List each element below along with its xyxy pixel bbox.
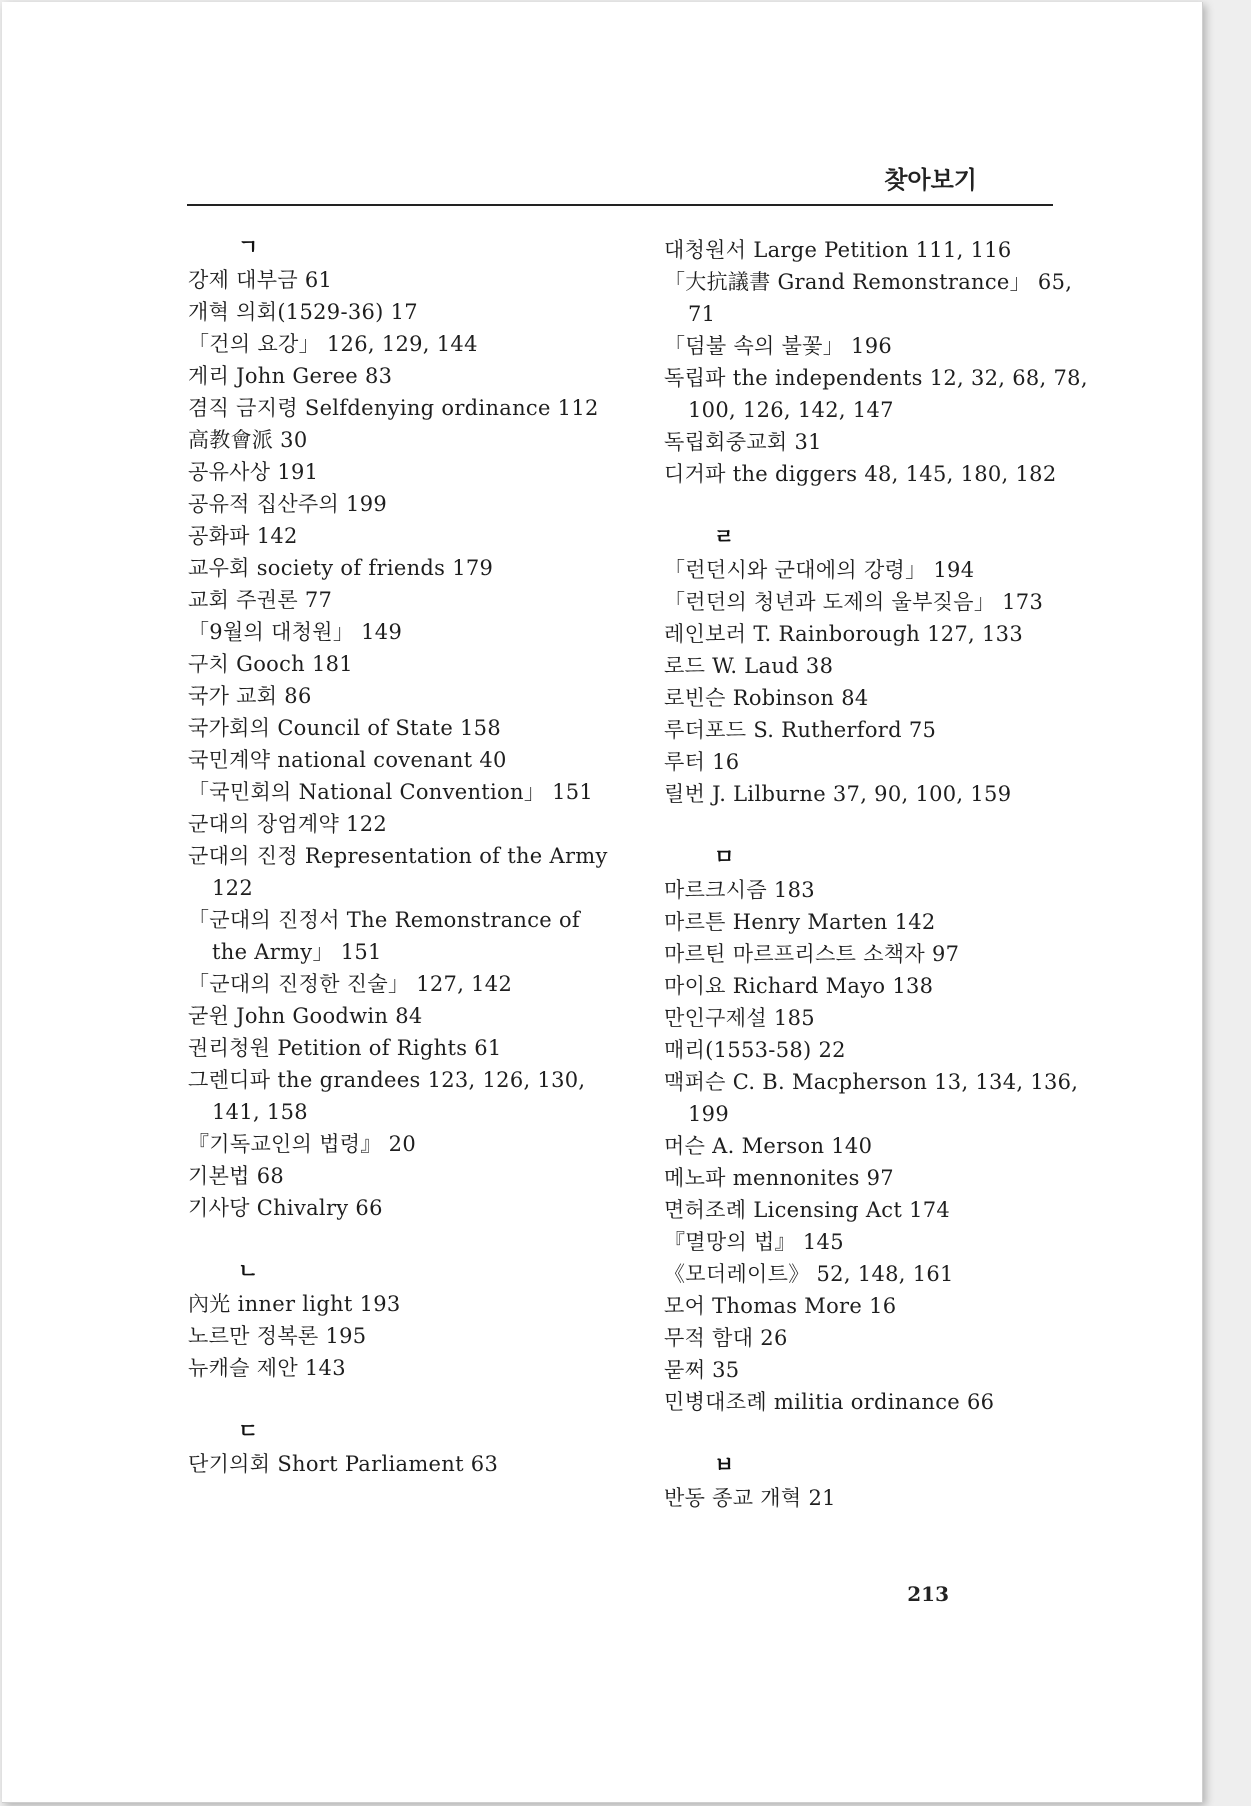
index-entry: 독립회중교회 31 [664, 430, 822, 454]
index-entry: 권리청원 Petition of Rights 61 [188, 1036, 502, 1060]
index-letter-heading: ㄱ [238, 234, 259, 259]
index-entry: 겸직 금지령 Selfdenying ordinance 112 [188, 396, 599, 420]
index-entry: 마르크시즘 183 [664, 878, 815, 902]
index-entry: 『멸망의 법』 145 [664, 1230, 844, 1254]
index-entry: 개혁 의회(1529-36) 17 [188, 300, 418, 324]
index-entry: 교우회 society of friends 179 [188, 556, 494, 580]
index-entry: 「런던의 청년과 도제의 울부짖음」 173 [664, 590, 1044, 614]
index-letter-heading: ㄴ [238, 1258, 259, 1283]
index-entry: 「9월의 대청원」 149 [188, 620, 403, 644]
index-entry: 국가회의 Council of State 158 [188, 716, 502, 740]
index-entry: 「덤불 속의 불꽃」 196 [664, 334, 893, 358]
index-entry: 루더포드 S. Rutherford 75 [664, 718, 937, 742]
index-column-right [664, 234, 1094, 1548]
index-entry: 內光 inner light 193 [188, 1292, 401, 1316]
index-entry: 국민계약 national covenant 40 [188, 748, 507, 772]
index-entry: 그렌디파 the grandees 123, 126, 130, 141, 158 [188, 1068, 586, 1124]
index-entry: 매리(1553-58) 22 [664, 1038, 846, 1062]
index-entry: 『기독교인의 법령』 20 [188, 1132, 416, 1156]
index-group [664, 844, 1094, 1418]
index-group [188, 234, 618, 1224]
index-entry: 기사당 Chivalry 66 [188, 1196, 383, 1220]
index-entry: 단기의회 Short Parliament 63 [188, 1452, 499, 1476]
index-entry: 독립파 the independents 12, 32, 68, 78, 100, 126, 142, 147 [664, 366, 1088, 422]
index-entry: 「국민회의 National Convention」 151 [188, 780, 594, 804]
index-entry: 교회 주권론 77 [188, 588, 333, 612]
index-group [188, 1258, 618, 1384]
index-letter-heading: ㄷ [238, 1418, 259, 1443]
index-entry: 高教會派 30 [188, 428, 308, 452]
index-entry: 디거파 the diggers 48, 145, 180, 182 [664, 462, 1057, 486]
index-entry: 강제 대부금 61 [188, 268, 333, 292]
index-entry: 마이요 Richard Mayo 138 [664, 974, 934, 998]
index-entry: 「런던시와 군대에의 강령」 194 [664, 558, 975, 582]
index-entry: 구치 Gooch 181 [188, 652, 353, 676]
index-entry: 대청원서 Large Petition 111, 116 [664, 238, 1012, 262]
index-entry: 민병대조례 militia ordinance 66 [664, 1390, 995, 1414]
index-group [664, 234, 1094, 490]
index-entry: 릴번 J. Lilburne 37, 90, 100, 159 [664, 782, 1012, 806]
index-column-left [188, 234, 618, 1514]
index-entry: 로드 W. Laud 38 [664, 654, 834, 678]
index-entry: 묻쩌 35 [664, 1358, 740, 1382]
index-entry: 공유적 집산주의 199 [188, 492, 388, 516]
page-header-title: 찾아보기 [884, 165, 977, 194]
index-entry: 면허조례 Licensing Act 174 [664, 1198, 951, 1222]
header-rule [187, 204, 1053, 206]
index-entry: 게리 John Geree 83 [188, 364, 393, 388]
index-group [664, 1452, 1094, 1514]
index-entry: 굳윈 John Goodwin 84 [188, 1004, 423, 1028]
book-page [2, 2, 1203, 1803]
index-entry: 레인보러 T. Rainborough 127, 133 [664, 622, 1023, 646]
index-letter-heading: ㄹ [714, 524, 735, 549]
index-entry: 메노파 mennonites 97 [664, 1166, 894, 1190]
index-letter-heading: ㅁ [714, 844, 735, 869]
index-entry: 국가 교회 86 [188, 684, 312, 708]
page-number: 213 [907, 1582, 949, 1606]
index-entry: 「건의 요강」 126, 129, 144 [188, 332, 478, 356]
index-entry: 「군대의 진정서 The Remonstrance of the Army」 151 [188, 908, 580, 964]
index-entry: 루터 16 [664, 750, 740, 774]
index-entry: 공유사상 191 [188, 460, 319, 484]
index-group [188, 1418, 618, 1480]
index-entry: 노르만 정복론 195 [188, 1324, 367, 1348]
index-entry: 「군대의 진정한 진술」 127, 142 [188, 972, 513, 996]
index-entry: 공화파 142 [188, 524, 298, 548]
index-entry: 마르튼 Henry Marten 142 [664, 910, 936, 934]
index-entry: 맥퍼슨 C. B. Macpherson 13, 134, 136, 199 [664, 1070, 1079, 1126]
index-entry: 모어 Thomas More 16 [664, 1294, 897, 1318]
index-group [664, 524, 1094, 810]
index-entry: 만인구제설 185 [664, 1006, 815, 1030]
index-letter-heading: ㅂ [714, 1452, 735, 1477]
index-entry: 뉴캐슬 제안 143 [188, 1356, 346, 1380]
index-entry: 군대의 장엄계약 122 [188, 812, 388, 836]
index-entry: 「大抗議書 Grand Remonstrance」 65, 71 [664, 270, 1073, 326]
index-entry: 무적 함대 26 [664, 1326, 788, 1350]
index-entry: 로빈슨 Robinson 84 [664, 686, 869, 710]
index-entry: 군대의 진정 Representation of the Army 122 [188, 844, 608, 900]
index-entry: 《모더레이트》 52, 148, 161 [664, 1262, 954, 1286]
index-entry: 기본법 68 [188, 1164, 285, 1188]
index-entry: 반동 종교 개혁 21 [664, 1486, 836, 1510]
index-entry: 마르틴 마르프리스트 소책자 97 [664, 942, 960, 966]
index-entry: 머슨 A. Merson 140 [664, 1134, 873, 1158]
